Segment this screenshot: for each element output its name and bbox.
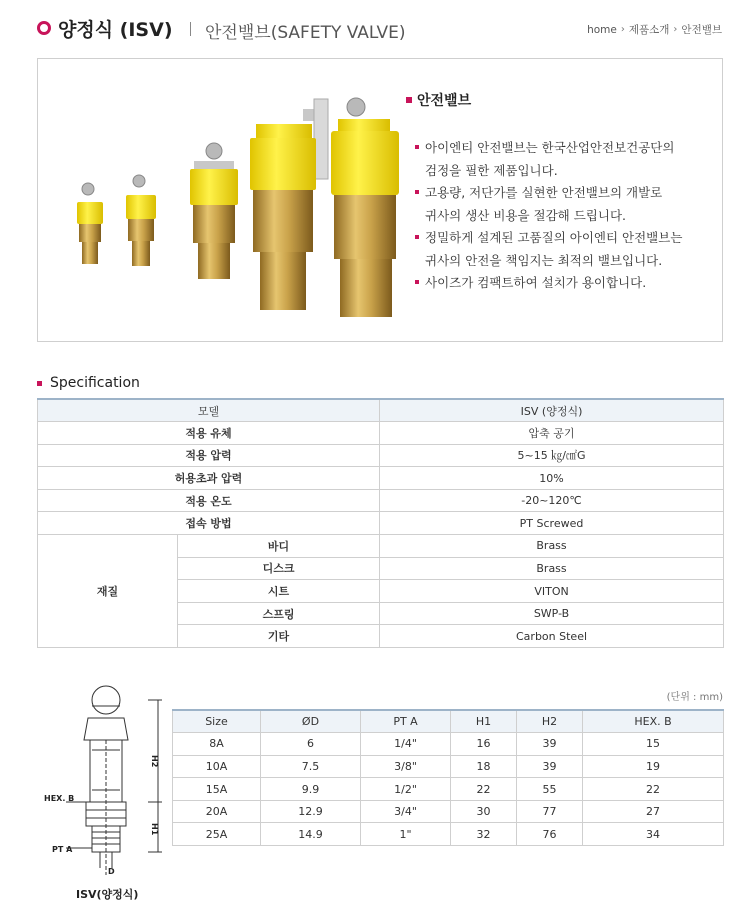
spec-label: 적용 압력 [38, 444, 380, 467]
table-row [38, 444, 724, 467]
table-cell: 1/4" [361, 733, 451, 756]
feature-item: 고용량, 저단가를 실현한 안전밸브의 개발로 귀사의 생산 비용을 절감해 드립니다. [414, 182, 714, 227]
breadcrumb-home[interactable]: home [587, 23, 617, 36]
spec-value: PT Screwed [380, 512, 724, 535]
spec-label: 허용초과 압력 [38, 467, 380, 490]
product-box [37, 58, 723, 342]
table-cell: 30 [451, 800, 517, 823]
table-row [38, 489, 724, 512]
spec-value: 압축 공기 [380, 422, 724, 445]
page-title: 양정식 (ISV) [58, 19, 173, 41]
product-desc-title-text: 안전밸브 [417, 93, 472, 109]
valve-15a [190, 143, 238, 279]
diagram-caption: ISV(양정식) [76, 888, 139, 901]
spec-label: 디스크 [178, 557, 380, 580]
table-cell: 20A [173, 800, 261, 823]
table-row [38, 467, 724, 490]
dim-hex-label: HEX. B [44, 794, 75, 803]
spec-value: 10% [380, 467, 724, 490]
table-row [173, 823, 724, 846]
dimension-diagram [38, 680, 168, 904]
spec-table [37, 398, 724, 648]
breadcrumb-products[interactable]: 제품소개 [628, 24, 670, 36]
spec-heading-text: Specification [50, 375, 140, 391]
table-cell: 76 [517, 823, 583, 846]
breadcrumb [587, 22, 722, 37]
dim-h1-label: H1 [150, 823, 159, 836]
table-cell: 25A [173, 823, 261, 846]
square-bullet-icon [406, 97, 412, 103]
breadcrumb-current[interactable]: 안전밸브 [681, 24, 722, 36]
title-divider [190, 22, 191, 36]
spec-label: 바디 [178, 535, 380, 558]
valve-25a [331, 98, 399, 317]
table-cell: 1/2" [361, 778, 451, 801]
spec-label: 모델 [38, 399, 380, 422]
spec-value: VITON [380, 580, 724, 603]
table-cell: 22 [451, 778, 517, 801]
safety-valve-product-image [66, 89, 416, 329]
spec-label: 적용 온도 [38, 489, 380, 512]
table-cell: 39 [517, 755, 583, 778]
spec-label: 적용 유체 [38, 422, 380, 445]
spec-value: ISV (양정식) [380, 399, 724, 422]
table-row [38, 422, 724, 445]
table-cell: 14.9 [261, 823, 361, 846]
table-cell: 16 [451, 733, 517, 756]
table-cell: 1" [361, 823, 451, 846]
table-cell: 7.5 [261, 755, 361, 778]
column-header: Size [173, 710, 261, 733]
column-header: PT A [361, 710, 451, 733]
table-row [173, 733, 724, 756]
column-header: H1 [451, 710, 517, 733]
spec-label: 스프링 [178, 602, 380, 625]
table-cell: 34 [583, 823, 724, 846]
dim-h2-label: H2 [150, 755, 159, 768]
valve-10a [126, 175, 156, 266]
spec-label: 시트 [178, 580, 380, 603]
spec-label: 접속 방법 [38, 512, 380, 535]
table-cell: 32 [451, 823, 517, 846]
material-group-label: 재질 [38, 535, 178, 648]
table-row [38, 399, 724, 422]
table-cell: 27 [583, 800, 724, 823]
dim-d-label: D [108, 867, 115, 876]
product-desc-title [406, 90, 471, 110]
table-header-row [173, 710, 724, 733]
table-cell: 15 [583, 733, 724, 756]
size-table [172, 709, 724, 846]
table-cell: 12.9 [261, 800, 361, 823]
feature-item: 아이엔티 안전밸브는 한국산업안전보건공단의 검정을 필한 제품입니다. [414, 137, 714, 182]
table-cell: 3/4" [361, 800, 451, 823]
spec-value: Brass [380, 535, 724, 558]
feature-item: 정밀하게 설계된 고품질의 아이엔티 안전밸브는 귀사의 안전을 책임지는 최적의 밸브입니다. [414, 227, 714, 272]
spec-label: 기타 [178, 625, 380, 648]
table-cell: 10A [173, 755, 261, 778]
spec-value: 5~15 ㎏/㎠G [380, 444, 724, 467]
table-row [173, 755, 724, 778]
square-bullet-icon [37, 381, 42, 386]
table-cell: 8A [173, 733, 261, 756]
title-circle-icon [37, 21, 51, 35]
unit-note: (단위 : mm) [666, 692, 723, 703]
table-cell: 6 [261, 733, 361, 756]
table-cell: 3/8" [361, 755, 451, 778]
table-row [38, 535, 724, 558]
chevron-right-icon: › [620, 24, 625, 35]
product-feature-list [414, 137, 714, 295]
table-cell: 18 [451, 755, 517, 778]
table-cell: 39 [517, 733, 583, 756]
table-cell: 77 [517, 800, 583, 823]
table-row [38, 512, 724, 535]
column-header: H2 [517, 710, 583, 733]
spec-value: Brass [380, 557, 724, 580]
feature-item: 사이즈가 컴팩트하여 설치가 용이합니다. [414, 272, 714, 295]
page-subtitle: 안전밸브(SAFETY VALVE) [205, 23, 406, 43]
table-row [173, 800, 724, 823]
column-header: ØD [261, 710, 361, 733]
spec-value: -20~120℃ [380, 489, 724, 512]
table-row [173, 778, 724, 801]
page-header [0, 0, 754, 56]
column-header: HEX. B [583, 710, 724, 733]
valve-8a [77, 183, 103, 264]
spec-value: SWP-B [380, 602, 724, 625]
spec-value: Carbon Steel [380, 625, 724, 648]
chevron-right-icon: › [673, 24, 678, 35]
spec-heading [37, 375, 140, 391]
table-cell: 19 [583, 755, 724, 778]
dim-pt-label: PT A [52, 845, 73, 854]
table-cell: 15A [173, 778, 261, 801]
table-cell: 22 [583, 778, 724, 801]
table-cell: 9.9 [261, 778, 361, 801]
valve-20a [250, 99, 328, 310]
table-cell: 55 [517, 778, 583, 801]
